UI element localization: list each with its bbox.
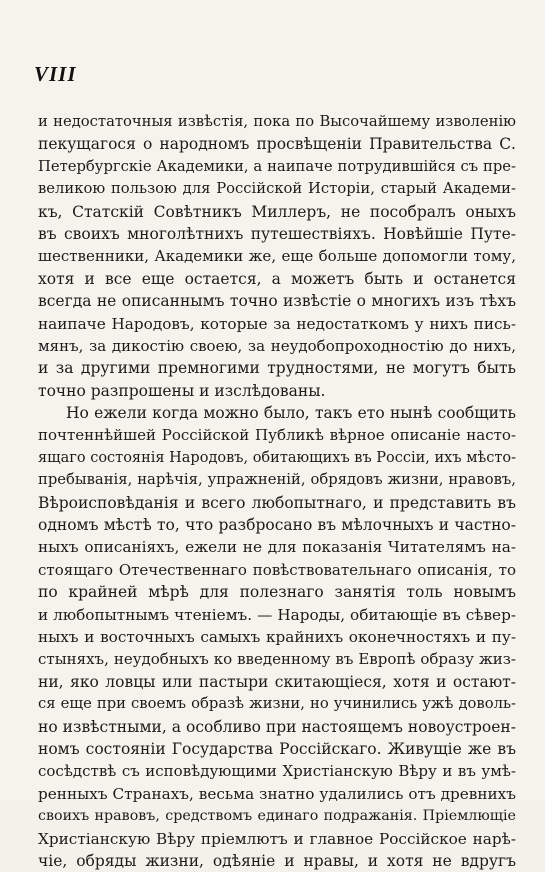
text-line: ящаго состоянія Народовъ, обитающихъ въ Россіи, ихъ мѣсто- bbox=[38, 449, 516, 466]
text-line: ренныхъ Странахъ, весьма знатно удалились отъ древнихъ bbox=[38, 784, 516, 803]
text-line: наипаче Народовъ, которые за недостаткомъ у нихъ пись- bbox=[38, 314, 516, 333]
text-line: мянъ, за дикостію своею, за неудобопроходностію до нихъ, bbox=[38, 336, 516, 355]
text-line: Петербургскіе Академики, а наипаче потрудившійся съ пре- bbox=[38, 157, 516, 175]
text-line: хотя и все еще остается, а можетъ быть и останется bbox=[38, 269, 516, 288]
text-line: Христіанскую Вѣру пріемлютъ и главное Россійское нарѣ- bbox=[38, 829, 516, 848]
text-line: Вѣроисповѣданія и всего любопытнаго, и представить въ bbox=[38, 493, 516, 512]
text-line: ныхъ и восточныхъ самыхъ крайнихъ оконечностяхъ и пу- bbox=[38, 627, 516, 646]
text-line: ныхъ описаніяхъ, ежели не для показанія Читателямъ на- bbox=[38, 538, 516, 557]
text-line: великою пользою для Россійской Исторіи, старый Академи- bbox=[38, 180, 516, 198]
text-line: номъ состояніи Государства Россійскаго. Живущіе же въ bbox=[38, 739, 516, 758]
text-line: точно разпрошены и изслѣдованы. bbox=[38, 381, 326, 400]
text-line: своихъ нравовъ, средствомъ единаго подражанія. Пріемлющіе bbox=[38, 808, 516, 825]
text-line: всегда не описаннымъ точно извѣстіе о многихъ изъ тѣхъ bbox=[38, 292, 516, 311]
text-line: пребыванія, нарѣчія, упражненій, обрядовъ жизни, нравовъ, bbox=[38, 471, 516, 489]
text-line: стоящаго Отечественнаго повѣствовательнаго описанія, то bbox=[38, 560, 516, 579]
text-line: Но ежели когда можно было, такъ ето нынѣ сообщить bbox=[66, 404, 516, 423]
text-line: и любопытнымъ чтеніемъ. — Народы, обитающіе въ сѣвер- bbox=[38, 605, 516, 624]
text-line: къ, Статскій Совѣтникъ Миллеръ, не пособралъ оныхъ bbox=[38, 202, 516, 221]
text-line: въ своихъ многолѣтнихъ путешествіяхъ. Новѣйшіе Путе- bbox=[38, 224, 516, 243]
text-line: чіе, обряды жизни, одѣяніе и нравы, и хотя не вдругъ bbox=[38, 851, 516, 870]
text-line: и недостаточныя извѣстія, пока по Высочайшему изволенію bbox=[38, 113, 516, 130]
text-line: стыняхъ, неудобныхъ ко введенному въ Европѣ образу жиз- bbox=[38, 650, 516, 669]
text-line: почтеннѣйшей Россійской Публикѣ вѣрное описаніе насто- bbox=[38, 426, 516, 445]
text-line: шественники, Академики же, еще больше допомогли тому, bbox=[38, 247, 516, 266]
text-line: по крайней мѣрѣ для полезнаго занятія толь новымъ bbox=[38, 583, 516, 602]
text-line: и за другими премногими трудностями, не могутъ быть bbox=[38, 359, 516, 378]
text-line: ся еще при своемъ образѣ жизни, но учинились ужѣ доволь- bbox=[38, 695, 516, 713]
text-line: пекущагося о народномъ просвѣщеніи Правительства С. bbox=[38, 135, 516, 154]
page-number: VIII bbox=[34, 62, 77, 86]
body-text bbox=[38, 111, 516, 872]
text-line: сосѣдствѣ съ исповѣдующими Христіанскую Вѣру и въ умѣ- bbox=[38, 762, 516, 781]
text-line: одномъ мѣстѣ то, что разбросано въ мѣлочныхъ и частно- bbox=[38, 516, 516, 535]
text-line: но извѣстными, а особливо при настоящемъ новоустроен- bbox=[38, 717, 516, 736]
text-line: ни, яко ловцы или пастыри скитающіеся, хотя и остают- bbox=[38, 672, 516, 691]
